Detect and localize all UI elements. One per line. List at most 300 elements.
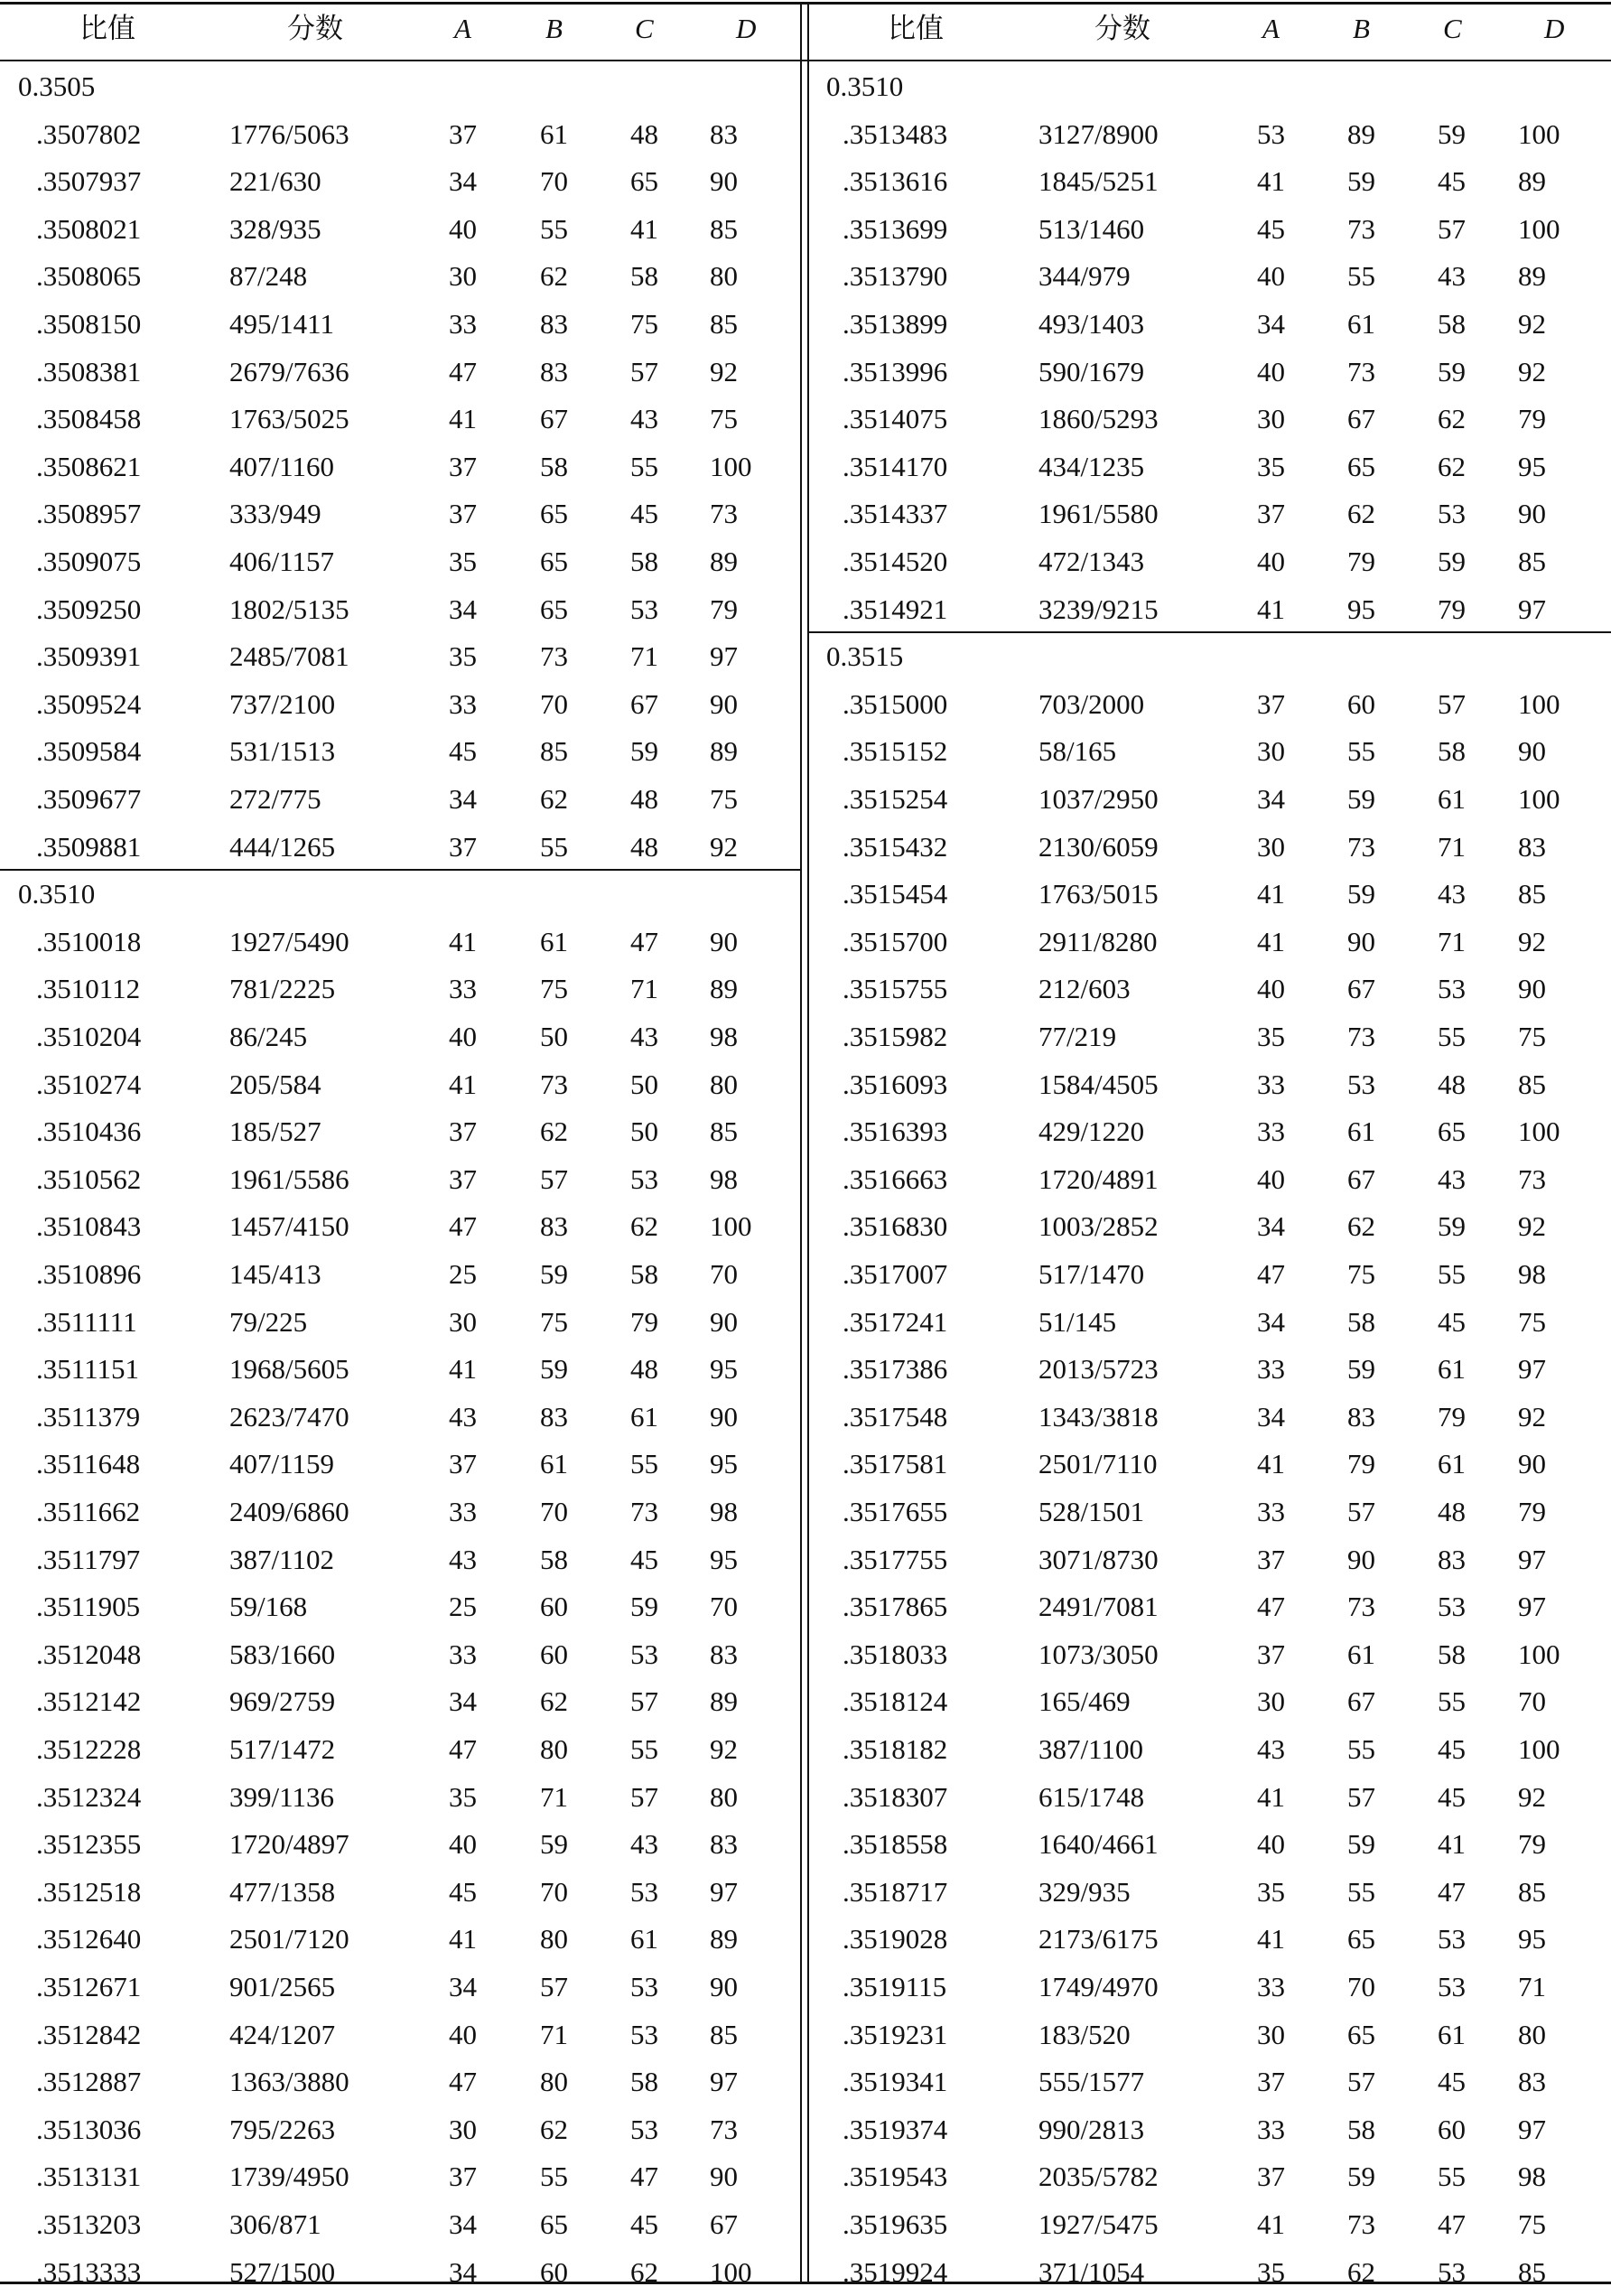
header-fraction-left: 分数: [287, 13, 343, 44]
cell-d: 75: [1518, 1021, 1546, 1052]
cell-fraction: 472/1343: [1038, 546, 1145, 577]
cell-fraction: 58/165: [1038, 735, 1117, 768]
cell-a: 37: [449, 498, 477, 530]
cell-a: 34: [449, 593, 477, 625]
cell-b: 67: [1347, 973, 1375, 1005]
cell-b: 60: [540, 2255, 568, 2288]
cell-a: 35: [449, 546, 477, 577]
cell-d: 89: [710, 546, 738, 577]
cell-fraction: 2013/5723: [1038, 1353, 1159, 1386]
cell-a: 37: [1257, 2066, 1285, 2098]
cell-ratio: .3513036: [36, 2113, 142, 2145]
cell-b: 50: [540, 1021, 568, 1052]
cell-c: 53: [630, 2018, 658, 2050]
cell-c: 47: [630, 2161, 658, 2193]
cell-c: 61: [1438, 1448, 1466, 1480]
cell-c: 60: [1438, 2113, 1466, 2145]
group-separator-rule: [0, 869, 800, 871]
cell-c: 48: [630, 830, 658, 863]
cell-ratio: .3517581: [843, 1448, 948, 1480]
cell-d: 100: [710, 1210, 752, 1243]
cell-b: 73: [540, 640, 568, 673]
cell-b: 83: [540, 1400, 568, 1433]
cell-d: 83: [710, 117, 738, 150]
cell-fraction: 59/168: [229, 1591, 308, 1623]
cell-d: 95: [710, 1543, 738, 1575]
cell-d: 73: [1518, 1162, 1546, 1195]
cell-b: 57: [1347, 1496, 1375, 1527]
cell-fraction: 1343/3818: [1038, 1400, 1159, 1433]
cell-d: 85: [1518, 2255, 1546, 2288]
cell-d: 98: [1518, 1258, 1546, 1290]
cell-a: 41: [1257, 878, 1285, 910]
cell-d: 83: [710, 1828, 738, 1861]
cell-ratio: .3519374: [843, 2113, 948, 2145]
cell-a: 37: [449, 1162, 477, 1195]
cell-d: 90: [1518, 498, 1546, 530]
cell-b: 67: [1347, 1162, 1375, 1195]
cell-fraction: 1584/4505: [1038, 1068, 1159, 1100]
cell-b: 62: [540, 1685, 568, 1718]
cell-d: 80: [710, 260, 738, 293]
cell-a: 41: [1257, 593, 1285, 625]
cell-d: 75: [710, 783, 738, 815]
cell-ratio: .3517655: [843, 1496, 948, 1527]
cell-ratio: .3512640: [36, 1923, 142, 1955]
cell-fraction: 1457/4150: [229, 1210, 349, 1243]
cell-ratio: .3516393: [843, 1115, 948, 1148]
cell-c: 43: [630, 1021, 658, 1052]
cell-ratio: .3510112: [36, 973, 141, 1005]
cell-ratio: .3510896: [36, 1258, 142, 1290]
cell-a: 40: [449, 1021, 477, 1052]
cell-a: 30: [449, 2113, 477, 2145]
cell-ratio: .3512142: [36, 1685, 142, 1718]
cell-b: 55: [1347, 1875, 1375, 1908]
cell-a: 37: [449, 830, 477, 863]
cell-fraction: 1739/4950: [229, 2161, 349, 2193]
cell-c: 58: [630, 2066, 658, 2098]
group-heading: 0.3515: [826, 640, 904, 673]
cell-b: 59: [1347, 783, 1375, 815]
cell-fraction: 1720/4897: [229, 1828, 349, 1861]
cell-fraction: 1763/5025: [229, 403, 349, 435]
cell-a: 40: [1257, 1162, 1285, 1195]
cell-ratio: .3508021: [36, 212, 142, 245]
cell-fraction: 205/584: [229, 1068, 321, 1100]
cell-fraction: 1961/5586: [229, 1162, 349, 1195]
cell-d: 92: [1518, 355, 1546, 387]
cell-fraction: 185/527: [229, 1115, 321, 1148]
cell-ratio: .3513131: [36, 2161, 142, 2193]
cell-fraction: 2130/6059: [1038, 830, 1159, 863]
cell-b: 65: [1347, 1923, 1375, 1955]
cell-b: 80: [540, 2066, 568, 2098]
cell-b: 70: [1347, 1971, 1375, 2002]
cell-ratio: .3511662: [36, 1496, 141, 1527]
header-a-right: A: [1262, 13, 1280, 44]
cell-b: 83: [540, 355, 568, 387]
cell-b: 61: [540, 1448, 568, 1480]
cell-d: 79: [1518, 1496, 1546, 1527]
cell-a: 34: [1257, 1305, 1285, 1338]
cell-fraction: 424/1207: [229, 2018, 336, 2050]
cell-a: 30: [1257, 403, 1285, 435]
cell-d: 92: [1518, 925, 1546, 957]
cell-c: 55: [630, 1733, 658, 1765]
cell-c: 53: [1438, 973, 1466, 1005]
cell-fraction: 590/1679: [1038, 355, 1145, 387]
cell-c: 48: [1438, 1496, 1466, 1527]
cell-d: 89: [710, 735, 738, 768]
cell-c: 61: [1438, 1353, 1466, 1386]
cell-b: 62: [1347, 1210, 1375, 1243]
cell-b: 55: [1347, 260, 1375, 293]
cell-a: 40: [449, 2018, 477, 2050]
cell-d: 100: [1518, 1733, 1560, 1765]
cell-ratio: .3513699: [843, 212, 948, 245]
cell-ratio: .3508150: [36, 308, 142, 340]
cell-ratio: .3514921: [843, 593, 948, 625]
cell-d: 98: [1518, 2161, 1546, 2193]
cell-fraction: 272/775: [229, 783, 321, 815]
cell-ratio: .3517386: [843, 1353, 948, 1386]
cell-fraction: 969/2759: [229, 1685, 336, 1718]
cell-c: 65: [630, 165, 658, 198]
cell-a: 45: [449, 1875, 477, 1908]
cell-a: 40: [1257, 355, 1285, 387]
cell-d: 89: [1518, 165, 1546, 198]
center-divider-left: [800, 2, 802, 2284]
cell-fraction: 2409/6860: [229, 1496, 349, 1527]
cell-c: 59: [630, 735, 658, 768]
cell-b: 58: [540, 450, 568, 482]
cell-ratio: .3513333: [36, 2255, 142, 2288]
header-d-right: D: [1544, 13, 1565, 44]
cell-fraction: 406/1157: [229, 546, 334, 577]
cell-d: 75: [1518, 1305, 1546, 1338]
cell-c: 45: [1438, 165, 1466, 198]
cell-b: 65: [1347, 2018, 1375, 2050]
cell-c: 58: [1438, 308, 1466, 340]
cell-b: 62: [540, 1115, 568, 1148]
cell-b: 75: [1347, 1258, 1375, 1290]
cell-a: 45: [449, 735, 477, 768]
cell-c: 79: [630, 1305, 658, 1338]
cell-c: 61: [630, 1923, 658, 1955]
cell-b: 58: [1347, 1305, 1375, 1338]
cell-b: 58: [1347, 2113, 1375, 2145]
top-rule: [0, 2, 1611, 5]
cell-c: 62: [630, 2255, 658, 2288]
cell-fraction: 371/1054: [1038, 2255, 1145, 2288]
cell-b: 83: [540, 1210, 568, 1243]
cell-a: 47: [1257, 1258, 1285, 1290]
cell-c: 43: [1438, 878, 1466, 910]
cell-d: 90: [710, 2161, 738, 2193]
cell-a: 30: [449, 1305, 477, 1338]
cell-fraction: 434/1235: [1038, 450, 1145, 482]
cell-a: 41: [449, 1068, 477, 1100]
cell-c: 45: [1438, 2066, 1466, 2098]
cell-c: 67: [630, 687, 658, 720]
cell-b: 62: [1347, 498, 1375, 530]
cell-a: 34: [1257, 1210, 1285, 1243]
cell-ratio: .3517241: [843, 1305, 948, 1338]
cell-fraction: 2035/5782: [1038, 2161, 1159, 2193]
cell-d: 100: [1518, 1638, 1560, 1670]
cell-ratio: .3514075: [843, 403, 948, 435]
cell-fraction: 2485/7081: [229, 640, 349, 673]
cell-a: 41: [449, 403, 477, 435]
cell-b: 83: [540, 308, 568, 340]
cell-ratio: .3515000: [843, 687, 948, 720]
cell-a: 33: [449, 308, 477, 340]
cell-d: 79: [1518, 1828, 1546, 1861]
cell-d: 85: [1518, 546, 1546, 577]
cell-ratio: .3518558: [843, 1828, 948, 1861]
cell-ratio: .3513996: [843, 355, 948, 387]
cell-c: 43: [1438, 260, 1466, 293]
cell-c: 61: [1438, 2018, 1466, 2050]
cell-d: 90: [1518, 1448, 1546, 1480]
cell-ratio: .3507802: [36, 117, 142, 150]
cell-d: 92: [1518, 1210, 1546, 1243]
cell-b: 73: [1347, 2208, 1375, 2240]
cell-fraction: 493/1403: [1038, 308, 1145, 340]
cell-ratio: .3511905: [36, 1591, 141, 1623]
cell-c: 71: [1438, 925, 1466, 957]
cell-fraction: 399/1136: [229, 1780, 334, 1813]
cell-c: 45: [630, 498, 658, 530]
cell-fraction: 1720/4891: [1038, 1162, 1159, 1195]
cell-c: 71: [630, 973, 658, 1005]
cell-c: 58: [1438, 735, 1466, 768]
cell-ratio: .3517865: [843, 1591, 948, 1623]
cell-b: 73: [1347, 830, 1375, 863]
cell-d: 75: [1518, 2208, 1546, 2240]
cell-a: 33: [449, 687, 477, 720]
cell-fraction: 183/520: [1038, 2018, 1131, 2050]
cell-ratio: .3512887: [36, 2066, 142, 2098]
cell-a: 33: [1257, 1496, 1285, 1527]
cell-b: 73: [1347, 212, 1375, 245]
cell-d: 98: [710, 1496, 738, 1527]
cell-ratio: .3519635: [843, 2208, 948, 2240]
cell-c: 53: [1438, 1971, 1466, 2002]
cell-fraction: 1776/5063: [229, 117, 349, 150]
cell-fraction: 531/1513: [229, 735, 336, 768]
cell-a: 37: [1257, 1638, 1285, 1670]
cell-b: 60: [540, 1591, 568, 1623]
header-a-left: A: [454, 13, 471, 44]
cell-b: 75: [540, 1305, 568, 1338]
cell-d: 90: [710, 1971, 738, 2002]
cell-a: 37: [1257, 687, 1285, 720]
cell-ratio: .3518124: [843, 1685, 948, 1718]
cell-d: 85: [1518, 1068, 1546, 1100]
cell-fraction: 87/248: [229, 260, 308, 293]
cell-a: 47: [449, 2066, 477, 2098]
cell-c: 41: [630, 212, 658, 245]
cell-d: 100: [1518, 212, 1560, 245]
cell-ratio: .3512671: [36, 1971, 142, 2002]
cell-a: 40: [1257, 260, 1285, 293]
cell-c: 57: [630, 355, 658, 387]
cell-c: 50: [630, 1068, 658, 1100]
cell-b: 85: [540, 735, 568, 768]
cell-ratio: .3518307: [843, 1780, 948, 1813]
cell-c: 45: [1438, 1733, 1466, 1765]
cell-ratio: .3509584: [36, 735, 142, 768]
cell-a: 37: [1257, 2161, 1285, 2193]
cell-c: 65: [1438, 1115, 1466, 1148]
cell-ratio: .3508458: [36, 403, 142, 435]
cell-b: 67: [1347, 1685, 1375, 1718]
cell-ratio: .3516663: [843, 1162, 948, 1195]
cell-fraction: 51/145: [1038, 1305, 1117, 1338]
cell-b: 62: [1347, 2255, 1375, 2288]
cell-d: 89: [710, 1685, 738, 1718]
cell-d: 85: [710, 1115, 738, 1148]
cell-c: 45: [630, 1543, 658, 1575]
cell-ratio: .3519341: [843, 2066, 948, 2098]
cell-c: 59: [1438, 1210, 1466, 1243]
cell-fraction: 1927/5475: [1038, 2208, 1159, 2240]
cell-b: 83: [1347, 1400, 1375, 1433]
cell-a: 34: [1257, 308, 1285, 340]
cell-d: 100: [710, 450, 752, 482]
cell-d: 90: [1518, 973, 1546, 1005]
cell-ratio: .3519231: [843, 2018, 948, 2050]
cell-ratio: .3512324: [36, 1780, 142, 1813]
cell-c: 45: [630, 2208, 658, 2240]
cell-a: 30: [1257, 735, 1285, 768]
cell-fraction: 2501/7110: [1038, 1448, 1158, 1480]
cell-ratio: .3512228: [36, 1733, 142, 1765]
cell-b: 62: [540, 783, 568, 815]
cell-a: 41: [1257, 1448, 1285, 1480]
cell-b: 61: [540, 117, 568, 150]
cell-fraction: 221/630: [229, 165, 321, 198]
cell-a: 30: [1257, 2018, 1285, 2050]
cell-b: 61: [540, 925, 568, 957]
cell-fraction: 333/949: [229, 498, 321, 530]
cell-d: 85: [1518, 878, 1546, 910]
cell-ratio: .3513203: [36, 2208, 142, 2240]
cell-c: 50: [630, 1115, 658, 1148]
cell-b: 61: [1347, 1638, 1375, 1670]
cell-a: 34: [449, 1685, 477, 1718]
cell-b: 59: [1347, 1828, 1375, 1861]
cell-a: 35: [1257, 450, 1285, 482]
cell-b: 62: [540, 2113, 568, 2145]
cell-d: 92: [710, 355, 738, 387]
cell-b: 55: [1347, 735, 1375, 768]
cell-b: 65: [540, 546, 568, 577]
cell-ratio: .3514520: [843, 546, 948, 577]
cell-a: 37: [1257, 498, 1285, 530]
cell-c: 55: [1438, 1021, 1466, 1052]
cell-d: 97: [1518, 1353, 1546, 1386]
cell-fraction: 1961/5580: [1038, 498, 1159, 530]
cell-a: 34: [449, 2255, 477, 2288]
cell-a: 35: [449, 640, 477, 673]
cell-b: 53: [1347, 1068, 1375, 1100]
cell-fraction: 1763/5015: [1038, 878, 1159, 910]
cell-fraction: 1749/4970: [1038, 1971, 1159, 2002]
cell-c: 53: [630, 1162, 658, 1195]
cell-fraction: 1860/5293: [1038, 403, 1159, 435]
cell-a: 41: [449, 925, 477, 957]
cell-b: 80: [540, 1733, 568, 1765]
cell-c: 45: [1438, 1305, 1466, 1338]
cell-fraction: 1363/3880: [229, 2066, 349, 2098]
cell-fraction: 703/2000: [1038, 687, 1145, 720]
cell-d: 100: [1518, 783, 1560, 815]
header-d-left: D: [736, 13, 757, 44]
cell-b: 57: [1347, 2066, 1375, 2098]
header-ratio-right: 比值: [888, 13, 944, 44]
cell-a: 34: [449, 1971, 477, 2002]
cell-c: 55: [1438, 1685, 1466, 1718]
cell-b: 55: [1347, 1733, 1375, 1765]
cell-fraction: 517/1472: [229, 1733, 336, 1765]
cell-d: 75: [710, 403, 738, 435]
cell-ratio: .3513483: [843, 117, 948, 150]
cell-fraction: 212/603: [1038, 973, 1131, 1005]
cell-ratio: .3519028: [843, 1923, 948, 1955]
cell-a: 43: [449, 1543, 477, 1575]
cell-c: 53: [630, 1971, 658, 2002]
cell-ratio: .3513899: [843, 308, 948, 340]
cell-ratio: .3515755: [843, 973, 948, 1005]
cell-a: 40: [1257, 973, 1285, 1005]
cell-d: 80: [710, 1068, 738, 1100]
cell-d: 97: [710, 1875, 738, 1908]
cell-b: 55: [540, 2161, 568, 2193]
cell-ratio: .3509524: [36, 687, 142, 720]
cell-c: 73: [630, 1496, 658, 1527]
cell-c: 48: [630, 783, 658, 815]
cell-b: 90: [1347, 1543, 1375, 1575]
cell-a: 34: [449, 165, 477, 198]
cell-ratio: .3517755: [843, 1543, 948, 1575]
cell-c: 43: [630, 403, 658, 435]
cell-b: 59: [1347, 878, 1375, 910]
cell-c: 47: [1438, 2208, 1466, 2240]
cell-a: 53: [1257, 117, 1285, 150]
cell-fraction: 429/1220: [1038, 1115, 1145, 1148]
cell-d: 92: [1518, 1780, 1546, 1813]
cell-fraction: 2501/7120: [229, 1923, 349, 1955]
group-separator-rule: [809, 631, 1611, 633]
cell-fraction: 1640/4661: [1038, 1828, 1159, 1861]
cell-a: 30: [1257, 1685, 1285, 1718]
cell-fraction: 407/1159: [229, 1448, 334, 1480]
cell-d: 92: [1518, 1400, 1546, 1433]
cell-a: 47: [449, 355, 477, 387]
cell-a: 40: [1257, 1828, 1285, 1861]
cell-c: 45: [1438, 1780, 1466, 1813]
cell-b: 59: [540, 1258, 568, 1290]
cell-d: 79: [1518, 403, 1546, 435]
cell-c: 62: [1438, 450, 1466, 482]
cell-fraction: 901/2565: [229, 1971, 336, 2002]
cell-ratio: .3510436: [36, 1115, 142, 1148]
cell-d: 98: [710, 1021, 738, 1052]
cell-b: 70: [540, 1496, 568, 1527]
